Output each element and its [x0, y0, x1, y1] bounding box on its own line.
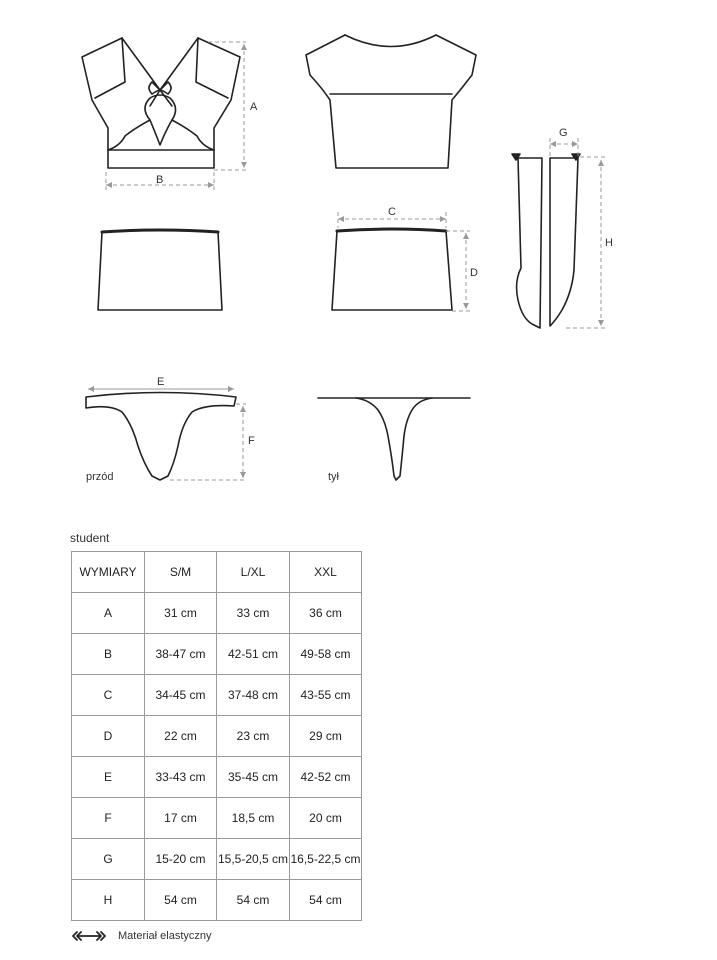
table-cell: 34-45 cm [145, 675, 217, 716]
top-back-outline [306, 35, 476, 168]
dim-label-c: C [388, 206, 396, 218]
table-cell: 23 cm [217, 716, 290, 757]
table-cell: G [72, 839, 145, 880]
table-cell: 31 cm [145, 593, 217, 634]
size-table [71, 551, 362, 921]
table-cell: 22 cm [145, 716, 217, 757]
table-cell: 35-45 cm [217, 757, 290, 798]
table-cell: 15-20 cm [145, 839, 217, 880]
panty-front-outline [86, 393, 236, 481]
table-cell: 36 cm [290, 593, 362, 634]
caption-front: przód [86, 471, 114, 483]
table-cell: 49-58 cm [290, 634, 362, 675]
legend-text: Materiał elastyczny [118, 930, 212, 942]
table-row [72, 716, 362, 757]
table-row [72, 839, 362, 880]
table-cell: F [72, 798, 145, 839]
dim-label-h: H [605, 237, 613, 249]
dimension-arrowheads [88, 44, 604, 478]
table-cell: 37-48 cm [217, 675, 290, 716]
table-cell: 16,5-22,5 cm [290, 839, 362, 880]
table-cell: 42-52 cm [290, 757, 362, 798]
dim-label-b: B [156, 174, 164, 186]
table-header-row [72, 552, 362, 593]
table-cell: B [72, 634, 145, 675]
top-front-outline [82, 38, 240, 168]
table-cell: 29 cm [290, 716, 362, 757]
table-cell: H [72, 880, 145, 921]
skirt-back-outline [332, 229, 452, 310]
skirt-front-outline [98, 230, 222, 310]
table-cell: 18,5 cm [217, 798, 290, 839]
header-cell: WYMIARY [72, 552, 145, 593]
table-row [72, 675, 362, 716]
table-cell: 33-43 cm [145, 757, 217, 798]
stockings-outline [512, 154, 580, 328]
table-cell: 38-47 cm [145, 634, 217, 675]
dimension-lines [88, 42, 606, 480]
table-cell: 20 cm [290, 798, 362, 839]
table-cell: 42-51 cm [217, 634, 290, 675]
table-cell: 17 cm [145, 798, 217, 839]
dim-label-a: A [250, 101, 258, 113]
table-cell: 43-55 cm [290, 675, 362, 716]
table-row [72, 798, 362, 839]
dim-label-d: D [470, 267, 478, 279]
table-cell: A [72, 593, 145, 634]
table-row [72, 593, 362, 634]
table-cell: 54 cm [217, 880, 290, 921]
dim-label-g: G [559, 127, 568, 139]
table-cell: 54 cm [290, 880, 362, 921]
stretch-arrows-icon [70, 930, 108, 942]
table-cell: D [72, 716, 145, 757]
header-cell: S/M [145, 552, 217, 593]
table-row [72, 880, 362, 921]
legend [70, 930, 212, 942]
table-cell: 54 cm [145, 880, 217, 921]
table-cell: C [72, 675, 145, 716]
table-row [72, 757, 362, 798]
table-title: student [70, 531, 110, 545]
dim-label-e: E [157, 376, 165, 388]
table-cell: 15,5-20,5 cm [217, 839, 290, 880]
table-cell: 33 cm [217, 593, 290, 634]
table-row [72, 634, 362, 675]
caption-back: tył [328, 471, 339, 483]
panty-back-outline [318, 398, 470, 480]
header-cell: XXL [290, 552, 362, 593]
table-cell: E [72, 757, 145, 798]
header-cell: L/XL [217, 552, 290, 593]
dim-label-f: F [248, 435, 255, 447]
